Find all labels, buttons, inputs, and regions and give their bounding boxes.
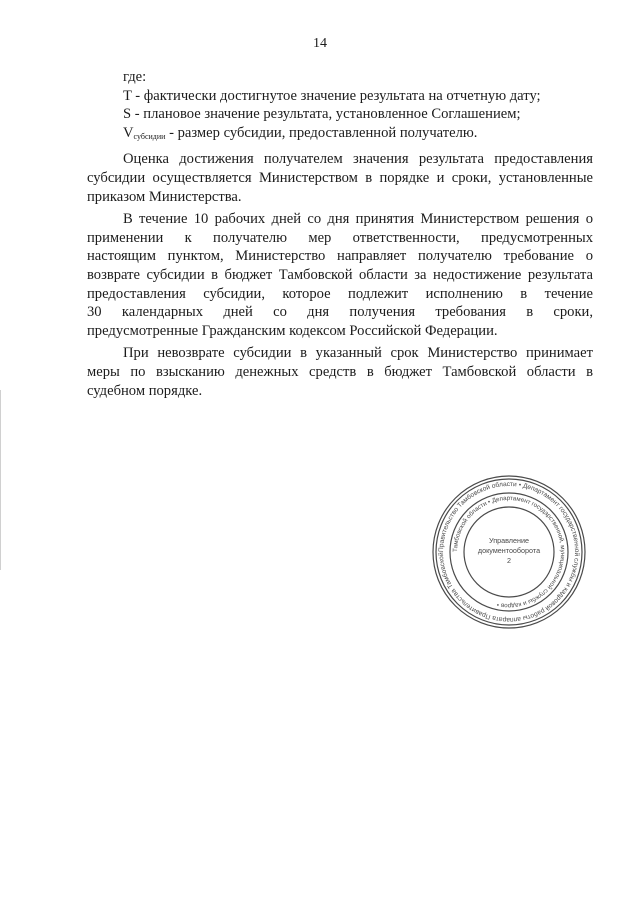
stamp-inner-ring-text: Тамбовской области • Департамент государственной, муниципальной службы и кадров •: [451, 494, 567, 610]
paragraph-line: 30 календарных дней со дня получения требования в сроки,: [87, 304, 593, 321]
v-subscript: субсидии: [133, 131, 166, 141]
paragraph-refund-demand: [87, 210, 593, 340]
document-body: [87, 68, 593, 400]
formula-definitions: [87, 68, 593, 146]
paragraph-line: В течение 10 рабочих дней со дня принятия Министерством решения о: [123, 211, 593, 228]
where-label: где:: [123, 69, 147, 85]
paragraph-line: Оценка достижения получателем значения результата предоставления: [123, 151, 593, 168]
scan-edge-mark: [0, 390, 1, 570]
stamp-center-line-3: 2: [507, 556, 511, 565]
paragraph-line: настоящим пунктом, Министерство направляет получателю требование о: [87, 248, 593, 265]
paragraph-court-recovery: [87, 344, 593, 400]
stamp-center-line-1: Управление: [489, 536, 529, 545]
v-description: - размер субсидии, предоставленной получателю.: [165, 124, 478, 141]
paragraph-line: субсидии осуществляется Министерством в порядке и сроки, установленные: [87, 169, 593, 186]
paragraph-line: судебном порядке.: [87, 382, 203, 399]
official-stamp: [431, 474, 587, 630]
paragraph-line: предусмотренные Гражданским кодексом Российской Федерации.: [87, 322, 498, 339]
page-number: 14: [313, 36, 327, 51]
stamp-outer-ring-text: Правительство Тамбовской области • Департамент государственной службы и кадровой работы аппарата Правительства Тамбовской: [437, 480, 581, 624]
paragraph-line: При невозврате субсидии в указанный срок Министерство принимает: [123, 345, 593, 362]
paragraph-evaluation: [87, 150, 593, 206]
definition-v: [123, 124, 593, 147]
definition-t: T - фактически достигнутое значение результата на отчетную дату;: [123, 87, 541, 104]
stamp-center-line-2: документооборота: [477, 546, 541, 555]
paragraph-line: предоставления субсидии, которое подлежит исполнению в течение: [87, 285, 593, 302]
paragraph-line: приказом Министерства.: [87, 188, 242, 205]
definition-s: S - плановое значение результата, установленное Соглашением;: [123, 106, 521, 123]
paragraph-line: меры по взысканию денежных средств в бюджет Тамбовской области в: [87, 363, 593, 380]
paragraph-line: возврате субсидии в бюджет Тамбовской области за недостижение результата: [87, 266, 593, 283]
v-symbol: V: [123, 124, 134, 141]
paragraph-line: применении к получателю мер ответственности, предусмотренных: [87, 229, 593, 246]
